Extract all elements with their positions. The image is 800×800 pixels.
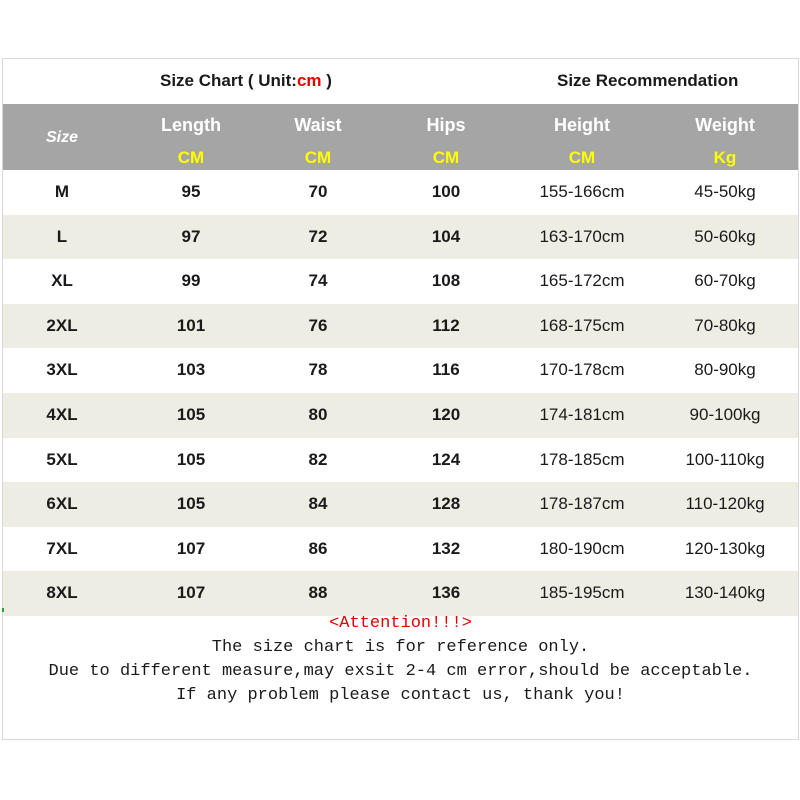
header-hips <box>381 104 511 170</box>
cell-length: 101 <box>176 315 206 335</box>
table-row <box>3 527 798 572</box>
cell-size: M <box>54 182 70 201</box>
cell-length: 105 <box>176 404 206 424</box>
cell-weight: 60-70kg <box>694 271 756 291</box>
size-chart-title-prefix: Size Chart ( Unit: <box>160 71 297 90</box>
cell-weight: 130-140kg <box>684 583 766 603</box>
cell-weight: 45-50kg <box>694 182 756 201</box>
cell-waist: 88 <box>308 583 328 603</box>
header-weight <box>655 104 795 170</box>
cell-length: 105 <box>176 494 206 514</box>
cell-waist: 84 <box>308 494 328 514</box>
cell-size: 3XL <box>46 360 78 380</box>
cell-size: L <box>56 226 68 246</box>
cell-hips: 128 <box>431 494 461 514</box>
cell-weight: 50-60kg <box>694 226 756 246</box>
header-weight-label: Weight <box>695 115 755 135</box>
header-length-label: Length <box>161 115 221 135</box>
table-row <box>3 571 798 616</box>
cell-size: 6XL <box>46 494 78 514</box>
cell-height: 165-172cm <box>539 271 625 291</box>
table-row <box>3 393 798 438</box>
cell-hips: 132 <box>431 538 461 558</box>
cell-height: 180-190cm <box>539 538 625 558</box>
cell-size: 7XL <box>46 538 78 558</box>
cell-size: 2XL <box>46 315 78 335</box>
cell-waist: 76 <box>308 315 328 335</box>
cell-waist: 72 <box>308 226 328 246</box>
cell-hips: 124 <box>431 449 461 469</box>
table-header <box>3 104 798 170</box>
cell-waist: 74 <box>308 271 328 291</box>
size-table-body <box>3 170 798 616</box>
cell-length: 107 <box>176 538 206 558</box>
cell-size: 4XL <box>46 404 78 424</box>
header-length-unit: CM <box>177 148 205 167</box>
cell-hips: 104 <box>431 226 461 246</box>
cell-height: 174-181cm <box>539 404 625 424</box>
header-length <box>121 104 261 170</box>
cell-weight: 110-120kg <box>685 494 765 514</box>
cell-size: XL <box>51 271 73 291</box>
cell-weight: 70-80kg <box>694 315 756 335</box>
cell-length: 107 <box>176 583 206 603</box>
title-bar <box>3 59 798 104</box>
cell-length: 97 <box>181 226 201 246</box>
table-row <box>3 215 798 260</box>
size-chart-title-suffix: ) <box>321 71 332 90</box>
size-recommendation-title: Size Recommendation <box>557 71 739 90</box>
cell-weight: 90-100kg <box>689 404 761 424</box>
header-hips-unit: CM <box>432 148 460 167</box>
notice-line-3: If any problem please contact us, thank you! <box>176 686 625 705</box>
table-row <box>3 438 798 483</box>
cell-hips: 112 <box>432 315 460 335</box>
header-waist-unit: CM <box>304 148 332 167</box>
header-height-unit: CM <box>568 148 596 167</box>
header-weight-unit: Kg <box>713 148 737 167</box>
cell-waist: 80 <box>308 404 328 424</box>
cell-hips: 136 <box>431 583 461 603</box>
header-waist-label: Waist <box>294 115 342 135</box>
header-size <box>3 104 121 170</box>
cell-length: 103 <box>176 360 206 380</box>
cell-waist: 70 <box>308 182 328 201</box>
cell-height: 178-185cm <box>539 449 625 469</box>
cell-waist: 86 <box>308 538 328 558</box>
cell-height: 163-170cm <box>539 226 625 246</box>
cell-length: 105 <box>176 449 206 469</box>
table-row <box>3 348 798 393</box>
cell-height: 178-187cm <box>539 494 625 514</box>
header-height-label: Height <box>554 115 610 135</box>
table-row <box>3 259 798 304</box>
header-height <box>512 104 652 170</box>
attention-heading: <Attention!!!> <box>329 614 472 633</box>
cell-height: 168-175cm <box>539 315 625 335</box>
cell-waist: 78 <box>308 360 328 380</box>
cell-weight: 120-130kg <box>684 538 766 558</box>
cell-size: 5XL <box>46 449 78 469</box>
attention-notice <box>3 612 798 708</box>
cell-hips: 116 <box>432 360 460 380</box>
cell-weight: 80-90kg <box>694 360 756 380</box>
cell-size: 8XL <box>46 583 78 603</box>
cell-height: 185-195cm <box>539 583 625 603</box>
cell-waist: 82 <box>308 449 328 469</box>
header-waist <box>253 104 383 170</box>
table-row <box>3 304 798 349</box>
table-row <box>3 482 798 527</box>
cell-length: 99 <box>181 271 201 291</box>
cell-weight: 100-110kg <box>685 449 765 469</box>
cell-hips: 120 <box>431 404 461 424</box>
cell-length: 95 <box>181 182 201 201</box>
size-chart-title <box>160 71 332 91</box>
size-chart-unit: cm <box>296 71 322 90</box>
table-row <box>3 170 798 215</box>
cell-hips: 108 <box>431 271 461 291</box>
cell-height: 155-166cm <box>539 182 625 201</box>
cell-hips: 100 <box>431 182 461 201</box>
notice-line-2: Due to different measure,may exsit 2-4 cm error,should be acceptable. <box>48 662 753 681</box>
cell-height: 170-178cm <box>539 360 625 380</box>
notice-line-1: The size chart is for reference only. <box>211 638 590 657</box>
header-size-label: Size <box>45 129 78 146</box>
header-hips-label: Hips <box>426 115 466 135</box>
